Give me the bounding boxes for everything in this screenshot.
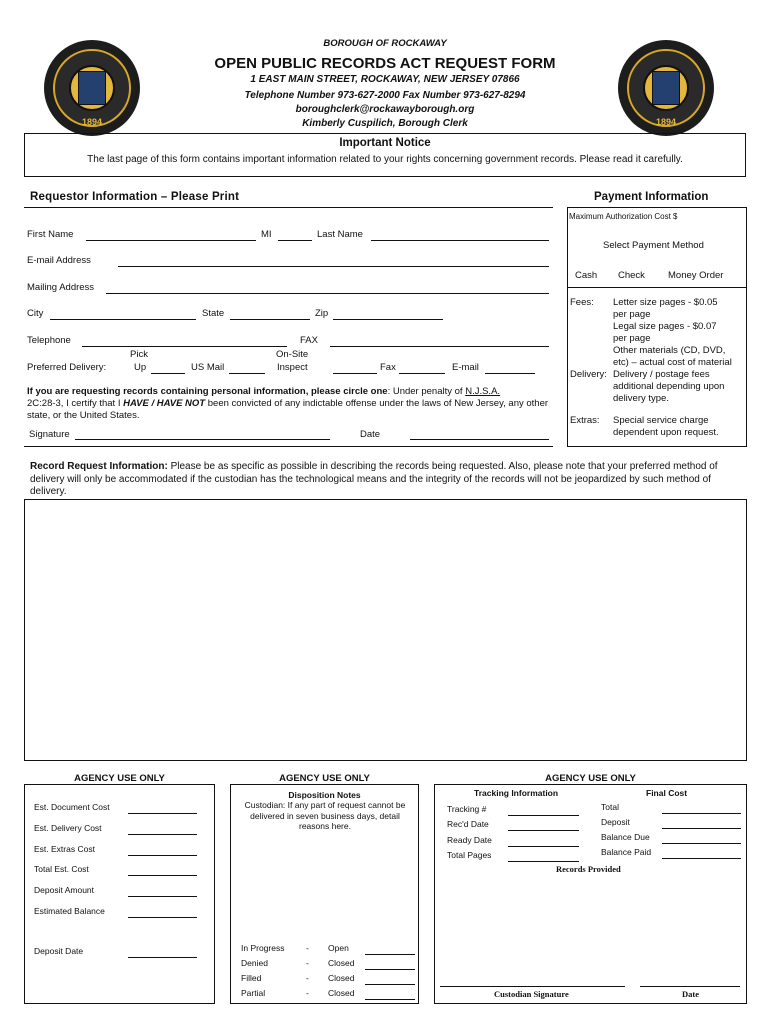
mi-label: MI [261, 229, 272, 240]
city-label: City [27, 308, 44, 319]
extras-label: Extras: [570, 415, 600, 426]
state-field[interactable] [230, 319, 310, 320]
fax-option: Fax [380, 362, 396, 373]
mailing-label: Mailing Address [27, 282, 95, 293]
usmail-option: US Mail [191, 362, 225, 373]
city-field[interactable] [50, 319, 196, 320]
disposition-status-left[interactable]: Filled [241, 973, 262, 983]
pay-money-order[interactable]: Money Order [668, 270, 724, 281]
form-title: OPEN PUBLIC RECORDS ACT REQUEST FORM [214, 55, 556, 72]
cert-bold: If you are requesting records containing personal information, please circle one [27, 386, 388, 397]
payment-divider [567, 287, 747, 288]
requestor-rule [24, 207, 553, 208]
borough-seal-left [44, 40, 140, 136]
pickup-option: Up [134, 362, 147, 373]
fax-field[interactable] [330, 346, 549, 347]
date-label: Date [360, 429, 381, 440]
first-name-label: First Name [27, 229, 74, 240]
requestor-bottom-rule [24, 446, 553, 447]
delivery-label: Delivery: [570, 369, 607, 380]
agency-title-2: AGENCY USE ONLY [279, 773, 370, 784]
agency-title-3: AGENCY USE ONLY [545, 773, 636, 784]
fees-label: Fees: [570, 297, 594, 308]
final-cost-label: Total [601, 802, 619, 812]
last-name-label: Last Name [317, 229, 363, 240]
have-have-not[interactable]: HAVE / HAVE NOT [123, 398, 206, 409]
important-notice [24, 133, 746, 177]
borough-seal-right [618, 40, 714, 136]
signature-field[interactable] [75, 439, 330, 440]
custodian-signature-label: Custodian Signature [494, 989, 569, 999]
preferred-delivery-label: Preferred Delivery: [27, 362, 107, 373]
disposition-status-right[interactable]: Closed [328, 988, 355, 998]
zip-field[interactable] [333, 319, 443, 320]
final-cost-label: Balance Due [601, 832, 650, 842]
agency-cost-label: Estimated Balance [34, 906, 105, 916]
disposition-status-right[interactable]: Open [328, 943, 349, 953]
custodian-date-label: Date [682, 989, 699, 999]
agency-cost-field[interactable] [128, 855, 197, 856]
agency-cost-label: Est. Delivery Cost [34, 823, 102, 833]
agency-cost-label: Deposit Amount [34, 885, 95, 895]
fax-check[interactable] [399, 373, 445, 374]
disposition-notes-title: Disposition Notes [288, 790, 361, 800]
seal-year: 1894 [81, 117, 103, 127]
final-cost-field[interactable] [662, 813, 741, 814]
seal-year: 1894 [655, 117, 677, 127]
max-auth-label: Maximum Authorization Cost $ [569, 212, 678, 221]
telephone-label: Telephone [27, 335, 71, 346]
clerk-name: Kimberly Cuspilich, Borough Clerk [302, 118, 468, 129]
disposition-status-right[interactable]: Closed [328, 958, 355, 968]
date-field[interactable] [410, 439, 549, 440]
email-option: E-mail [452, 362, 479, 373]
disposition-status-field[interactable] [365, 984, 415, 985]
disposition-status-left[interactable]: Denied [241, 958, 268, 968]
agency-cost-field[interactable] [128, 875, 197, 876]
disposition-status-dash: - [306, 988, 309, 998]
disposition-status-left[interactable]: Partial [241, 988, 266, 998]
agency-tracking-box [434, 784, 747, 1004]
pick-label: Pick [130, 349, 148, 360]
agency-cost-label: Total Est. Cost [34, 864, 89, 874]
custodian-signature-field[interactable] [440, 986, 625, 987]
email-label: E-mail Address [27, 255, 91, 266]
usmail-check[interactable] [229, 373, 265, 374]
inspect-check[interactable] [333, 373, 377, 374]
agency-title-1: AGENCY USE ONLY [24, 773, 215, 784]
disposition-status-dash: - [306, 943, 309, 953]
onsite-label: On-Site [276, 349, 309, 360]
email-check[interactable] [485, 373, 535, 374]
borough-name: BOROUGH OF ROCKAWAY [323, 38, 447, 49]
disposition-status-dash: - [306, 973, 309, 983]
tracking-label: Tracking # [447, 804, 487, 814]
record-request-text: Record Request Information: Please be as specific as possible in describing the records being requested. Also, please note that your preferred method of delivery will only be accommodated if the custodian has the technological means and the integrity of the records will not be jeopardized by such method of delivery. [30, 461, 718, 497]
tracking-field[interactable] [508, 815, 579, 816]
agency-cost-label: Est. Document Cost [34, 802, 110, 812]
requestor-heading: Requestor Information – Please Print [30, 191, 240, 203]
notice-text: The last page of this form contains important information related to your rights concerning government records. Please read it carefully. [87, 154, 683, 165]
agency-cost-field[interactable] [128, 813, 197, 814]
records-provided-label: Records Provided [556, 864, 621, 874]
fees-details: Letter size pages - $0.05 per page Legal size pages - $0.07 per page Other materials (CD, DVD, etc) – actual cost of material [613, 297, 732, 368]
agency-cost-field[interactable] [128, 917, 197, 918]
final-cost-field[interactable] [662, 858, 741, 859]
telephone-field[interactable] [82, 346, 287, 347]
phone-fax: Telephone Number 973-627-2000 Fax Number 973-627-8294 [244, 90, 526, 101]
pay-check[interactable]: Check [618, 270, 645, 281]
tracking-field[interactable] [508, 846, 579, 847]
address: 1 EAST MAIN STREET, ROCKAWAY, NEW JERSEY 07866 [250, 74, 520, 85]
tracking-label: Ready Date [447, 835, 492, 845]
final-cost-field[interactable] [662, 828, 741, 829]
agency-cost-field[interactable] [128, 834, 197, 835]
inspect-option: Inspect [277, 362, 308, 373]
record-request-label: Record Request Information: [30, 461, 168, 472]
zip-label: Zip [315, 308, 329, 319]
final-cost-label: Balance Paid [601, 847, 652, 857]
custodian-date-field[interactable] [640, 986, 740, 987]
pay-cash[interactable]: Cash [575, 270, 598, 281]
agency-cost-field[interactable] [128, 957, 197, 958]
final-cost-label: Deposit [601, 817, 630, 827]
agency-cost-label: Est. Extras Cost [34, 844, 95, 854]
disposition-status-right[interactable]: Closed [328, 973, 355, 983]
disposition-status-dash: - [306, 958, 309, 968]
certification-text: If you are requesting records containing personal information, please circle one: Under penalty of N.J.S.A. 2C:28-3, I certify that I HAVE / HAVE NOT been convicted of any indictable offense under the laws of New Jersey, any other state, or the United States. [27, 386, 549, 421]
clerk-email: boroughclerk@rockawayborough.org [295, 104, 475, 115]
disposition-status-field[interactable] [365, 999, 415, 1000]
final-cost-title: Final Cost [646, 788, 688, 798]
signature-label: Signature [29, 429, 70, 440]
state-label: State [202, 308, 225, 319]
last-name-field[interactable] [371, 240, 549, 241]
extras-details: Special service charge dependent upon request. [613, 415, 719, 438]
disposition-status-field[interactable] [365, 969, 415, 970]
final-cost-field[interactable] [662, 843, 741, 844]
payment-heading: Payment Information [594, 191, 709, 203]
select-payment-label: Select Payment Method [603, 240, 704, 251]
tracking-label: Rec'd Date [447, 819, 489, 829]
email-field[interactable] [118, 266, 549, 267]
njsa-ref: N.J.S.A. [465, 386, 501, 397]
agency-cost-field[interactable] [128, 896, 197, 897]
disposition-status-left[interactable]: In Progress [241, 943, 285, 953]
notice-title: Important Notice [339, 137, 431, 149]
mailing-field[interactable] [106, 293, 549, 294]
mi-field[interactable] [278, 240, 312, 241]
agency-cost-label: Deposit Date [34, 946, 84, 956]
record-request-box[interactable] [24, 499, 747, 761]
disposition-status-field[interactable] [365, 954, 415, 955]
pickup-check[interactable] [151, 373, 185, 374]
first-name-field[interactable] [86, 240, 256, 241]
disposition-notes-text: Custodian: If any part of request cannot be delivered in seven business days, detail reasons here. [244, 800, 406, 831]
delivery-details: Delivery / postage fees additional depending upon delivery type. [613, 369, 725, 404]
tracking-field[interactable] [508, 861, 579, 862]
tracking-field[interactable] [508, 830, 579, 831]
tracking-label: Total Pages [447, 850, 492, 860]
tracking-info-title: Tracking Information [474, 788, 559, 798]
fax-label: FAX [300, 335, 318, 346]
